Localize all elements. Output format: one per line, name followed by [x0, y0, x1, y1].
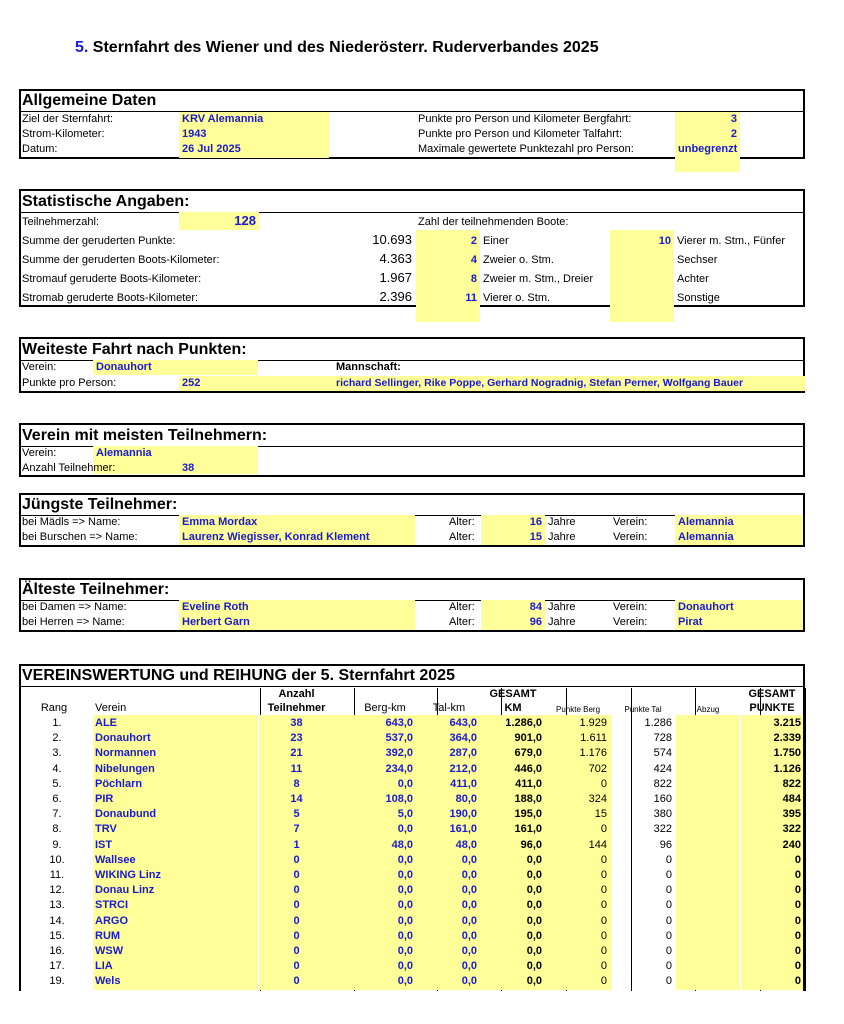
km-value: 1943	[182, 128, 207, 140]
ziel-label: Ziel der Sternfahrt:	[22, 113, 114, 125]
punkte-berg-cell: 1.929	[579, 717, 607, 729]
club-cell: ALE	[95, 717, 117, 729]
club-cell: TRV	[95, 823, 117, 836]
participants-cell: 38	[290, 717, 303, 729]
punkte-berg-cell: 0	[600, 777, 607, 790]
juengste-verein-label: Verein:	[613, 531, 648, 543]
gesamt-punkte-cell: 822	[782, 777, 801, 790]
punkte-berg-cell: 144	[588, 838, 607, 851]
th-anzahl-1: Anzahl	[278, 688, 315, 700]
berg-km-cell: 0,0	[397, 823, 413, 836]
berg-value: 3	[730, 113, 737, 125]
juengste-name: Laurenz Wiegisser, Konrad Klement	[182, 531, 370, 543]
gesamt-punkte-cell: 322	[782, 823, 801, 836]
stat-label: Summe der geruderten Boots-Kilometer:	[22, 254, 220, 266]
gesamt-km-cell: 195,0	[514, 808, 542, 821]
statistik-heading: Statistische Angaben:	[22, 193, 190, 210]
club-cell: WIKING Linz	[95, 869, 161, 881]
participants-cell: 14	[290, 793, 303, 805]
stat-value: 10.693	[372, 232, 412, 247]
participants-cell: 0	[293, 853, 300, 866]
participants-cell: 23	[290, 732, 303, 745]
stat-label: Stromauf geruderte Boots-Kilometer:	[22, 273, 202, 285]
club-cell: Donaubund	[95, 808, 157, 821]
rank-cell: 17.	[49, 960, 65, 973]
punkte-berg-cell: 1.611	[580, 732, 607, 745]
punkte-berg-cell: 0	[600, 960, 607, 973]
boat-type-1: Zweier m. Stm., Dreier	[483, 273, 594, 285]
tal-km-cell: 0,0	[461, 853, 477, 866]
berg-km-cell: 48,0	[391, 838, 413, 851]
meiste-heading: Verein mit meisten Teilnehmern:	[22, 427, 268, 444]
punkte-tal-cell: 1.286	[644, 717, 672, 729]
gesamt-punkte-cell: 395	[782, 808, 801, 821]
berg-km-cell: 537,0	[385, 732, 413, 745]
punkte-berg-cell: 15	[594, 808, 607, 821]
participants-cell: 0	[293, 914, 300, 927]
rank-cell: 5.	[52, 777, 62, 790]
datum-label: Datum:	[22, 143, 58, 155]
punkte-tal-cell: 424	[653, 762, 672, 775]
club-cell: Wels	[95, 975, 121, 988]
berg-km-cell: 0,0	[397, 853, 413, 866]
participants-cell: 0	[293, 899, 300, 912]
tal-km-cell: 161,0	[449, 823, 477, 836]
gesamt-km-cell: 96,0	[520, 838, 542, 851]
tal-km-cell: 48,0	[455, 838, 477, 851]
gesamt-km-cell: 1.286,0	[505, 717, 542, 729]
tal-km-cell: 0,0	[461, 960, 477, 973]
rank-cell: 2.	[52, 732, 62, 745]
punkte-berg-cell: 0	[600, 945, 607, 957]
aelteste-verein: Pirat	[678, 616, 703, 628]
gesamt-km-cell: 0,0	[526, 869, 542, 881]
juengste-verein: Alemannia	[678, 531, 734, 543]
weiteste-punkte-label: Punkte pro Person:	[22, 377, 117, 389]
aelteste-alter: 96	[529, 616, 542, 628]
berg-km-cell: 234,0	[385, 762, 413, 775]
club-cell: Normannen	[95, 747, 157, 760]
rank-cell: 9.	[52, 838, 62, 851]
juengste-verein: Alemannia	[678, 516, 734, 528]
title-text: Sternfahrt des Wiener und des Niederösterr. Ruderverbandes 2025	[92, 39, 599, 56]
th-anzahl-2: Teilnehmer	[267, 702, 326, 714]
punkte-tal-cell: 822	[653, 777, 672, 790]
gesamt-punkte-cell: 0	[794, 960, 801, 973]
participants-cell: 11	[290, 762, 303, 775]
teilnehmer-label: Teilnehmerzahl:	[22, 216, 100, 228]
juengste-alter-label: Alter:	[449, 516, 475, 528]
weiteste-heading: Weiteste Fahrt nach Punkten:	[22, 341, 247, 358]
club-cell: Wallsee	[95, 853, 136, 866]
berg-km-cell: 0,0	[397, 929, 413, 942]
boat-type-2: Sechser	[677, 254, 718, 266]
juengste-alter: 15	[529, 531, 542, 543]
gesamt-punkte-cell: 0	[794, 975, 801, 988]
stat-label: Stromab geruderte Boots-Kilometer:	[22, 292, 199, 304]
page-title	[75, 39, 599, 57]
punkte-tal-cell: 0	[665, 975, 672, 988]
berg-km-cell: 0,0	[397, 869, 413, 881]
aelteste-jahre: Jahre	[548, 601, 576, 613]
meiste-anzahl-value: 38	[182, 462, 195, 474]
punkte-tal-cell: 0	[665, 869, 672, 881]
tal-km-cell: 190,0	[449, 808, 477, 821]
punkte-tal-cell: 0	[665, 929, 672, 942]
berg-km-cell: 643,0	[385, 717, 413, 729]
berg-km-cell: 0,0	[397, 975, 413, 988]
participants-cell: 1	[293, 838, 300, 851]
ziel-value: KRV Alemannia	[182, 113, 264, 125]
th-punkte-tal: Punkte Tal	[624, 705, 662, 714]
tal-km-cell: 643,0	[449, 717, 477, 729]
rank-cell: 10.	[49, 853, 65, 866]
th-gesamt-p-1: GESAMT	[748, 688, 796, 700]
berg-km-cell: 0,0	[397, 899, 413, 912]
gesamt-km-cell: 411,0	[515, 777, 542, 790]
aelteste-heading: Älteste Teilnehmer:	[22, 581, 170, 598]
juengste-name: Emma Mordax	[182, 516, 258, 528]
club-cell: PIR	[95, 793, 114, 805]
gesamt-punkte-cell: 1.126	[773, 762, 801, 775]
berg-label: Punkte pro Person und Kilometer Bergfahrt:	[418, 113, 632, 125]
weiteste-punkte-value: 252	[182, 377, 201, 389]
participants-cell: 0	[293, 945, 300, 957]
juengste-alter: 16	[529, 516, 542, 528]
participants-cell: 7	[293, 823, 300, 836]
tal-km-cell: 411,0	[450, 777, 477, 790]
tal-km-cell: 0,0	[461, 884, 477, 897]
title-number: 5.	[75, 39, 89, 56]
aelteste-verein-label: Verein:	[613, 601, 648, 613]
boat-type-1: Einer	[483, 235, 509, 247]
boat-count-1: 2	[470, 235, 477, 247]
punkte-berg-cell: 0	[600, 869, 607, 881]
berg-km-cell: 0,0	[397, 945, 413, 957]
th-tal: Tal-km	[432, 702, 466, 714]
participants-cell: 5	[293, 808, 300, 821]
stat-value: 2.396	[379, 289, 412, 304]
punkte-tal-cell: 0	[665, 960, 672, 973]
gesamt-km-cell: 446,0	[514, 762, 542, 775]
gesamt-punkte-cell: 0	[794, 884, 801, 897]
club-cell: ARGO	[95, 914, 128, 927]
punkte-berg-cell: 0	[600, 899, 607, 912]
juengste-label: bei Mädls => Name:	[22, 516, 121, 528]
th-punkte-berg: Punkte Berg	[555, 705, 601, 714]
boat-type-1: Zweier o. Stm.	[483, 254, 554, 266]
berg-km-cell: 5,0	[397, 808, 413, 821]
gesamt-km-cell: 0,0	[526, 975, 542, 988]
th-gesamt-km-2: KM	[504, 702, 522, 714]
gesamt-km-cell: 0,0	[526, 853, 542, 866]
gesamt-km-cell: 188,0	[514, 793, 542, 805]
max-value: unbegrenzt	[678, 143, 738, 155]
juengste-heading: Jüngste Teilnehmer:	[22, 496, 178, 513]
boat-count-1: 4	[470, 254, 477, 266]
rank-cell: 12.	[49, 884, 65, 897]
tal-km-cell: 0,0	[461, 899, 477, 912]
berg-km-cell: 0,0	[397, 884, 413, 897]
boote-label: Zahl der teilnehmenden Boote:	[418, 216, 569, 228]
gesamt-punkte-cell: 0	[794, 945, 801, 957]
aelteste-alter-label: Alter:	[449, 601, 475, 613]
meiste-anzahl-label: Anzahl Teilnehmer:	[22, 462, 116, 474]
participants-cell: 0	[293, 869, 300, 881]
allgemein-heading: Allgemeine Daten	[22, 92, 157, 109]
club-cell: Donauhort	[95, 732, 151, 745]
aelteste-verein: Donauhort	[678, 601, 734, 613]
gesamt-km-cell: 679,0	[514, 747, 542, 760]
boat-count-1: 11	[465, 292, 477, 304]
punkte-berg-cell: 324	[588, 793, 607, 805]
rank-cell: 1.	[52, 717, 62, 729]
gesamt-punkte-cell: 0	[794, 853, 801, 866]
th-abzug: Abzug	[696, 705, 720, 714]
participants-cell: 0	[293, 975, 300, 988]
aelteste-alter: 84	[529, 601, 542, 613]
punkte-tal-cell: 0	[665, 945, 672, 957]
punkte-berg-cell: 0	[600, 853, 607, 866]
punkte-tal-cell: 0	[665, 853, 672, 866]
punkte-tal-cell: 728	[653, 732, 672, 745]
tal-km-cell: 0,0	[461, 869, 477, 881]
participants-cell: 0	[293, 960, 300, 973]
aelteste-jahre: Jahre	[548, 616, 576, 628]
boat-type-2: Sonstige	[677, 292, 720, 304]
rank-cell: 11.	[49, 869, 65, 881]
boat-count-1: 8	[470, 273, 477, 285]
tal-km-cell: 80,0	[455, 793, 477, 805]
punkte-berg-cell: 702	[588, 762, 607, 775]
mannschaft-label: Mannschaft:	[336, 361, 401, 373]
wertung-heading: VEREINSWERTUNG und REIHUNG der 5. Sternfahrt 2025	[22, 667, 455, 684]
th-gesamt-km-1: GESAMT	[489, 688, 537, 700]
max-label: Maximale gewertete Punktezahl pro Person:	[418, 143, 634, 155]
weiteste-verein-value: Donauhort	[96, 361, 152, 373]
mannschaft-value: richard Sellinger, Rike Poppe, Gerhard Nogradnig, Stefan Perner, Wolfgang Bauer	[336, 377, 744, 389]
th-gesamt-p-2: PUNKTE	[749, 702, 795, 714]
participants-cell: 21	[290, 747, 303, 760]
rank-cell: 7.	[52, 808, 62, 821]
club-cell: STRCI	[95, 899, 128, 912]
punkte-tal-cell: 0	[665, 914, 672, 927]
km-label: Strom-Kilometer:	[22, 128, 105, 140]
club-cell: Donau Linz	[95, 884, 155, 897]
tal-label: Punkte pro Person und Kilometer Talfahrt:	[418, 128, 623, 140]
th-verein: Verein	[95, 702, 127, 714]
tal-km-cell: 0,0	[461, 914, 477, 927]
gesamt-km-cell: 0,0	[526, 914, 542, 927]
gesamt-km-cell: 161,0	[514, 823, 542, 836]
berg-km-cell: 0,0	[397, 960, 413, 973]
berg-km-cell: 392,0	[385, 747, 413, 760]
club-cell: LIA	[95, 960, 113, 973]
tal-km-cell: 0,0	[461, 975, 477, 988]
punkte-tal-cell: 96	[659, 838, 672, 851]
tal-km-cell: 212,0	[449, 762, 477, 775]
aelteste-verein-label: Verein:	[613, 616, 648, 628]
berg-km-cell: 0,0	[397, 914, 413, 927]
juengste-alter-label: Alter:	[449, 531, 475, 543]
club-cell: RUM	[95, 929, 121, 942]
gesamt-punkte-cell: 0	[794, 929, 801, 942]
club-cell: WSW	[95, 945, 124, 957]
juengste-verein-label: Verein:	[613, 516, 648, 528]
punkte-berg-cell: 0	[600, 914, 607, 927]
participants-cell: 8	[293, 777, 300, 790]
gesamt-punkte-cell: 1.750	[773, 747, 801, 760]
berg-km-cell: 0,0	[397, 777, 413, 790]
stat-value: 4.363	[379, 251, 412, 266]
stat-label: Summe der geruderten Punkte:	[22, 235, 176, 247]
rank-cell: 13.	[49, 899, 65, 912]
weiteste-verein-label: Verein:	[22, 361, 57, 373]
aelteste-label: bei Herren => Name:	[22, 616, 125, 628]
punkte-tal-cell: 574	[653, 747, 672, 760]
gesamt-km-cell: 0,0	[526, 945, 542, 957]
gesamt-punkte-cell: 0	[794, 914, 801, 927]
participants-cell: 0	[293, 929, 300, 942]
boat-count-2: 10	[658, 235, 671, 247]
boat-type-2: Achter	[677, 273, 709, 285]
gesamt-punkte-cell: 2.339	[773, 732, 801, 745]
gesamt-punkte-cell: 240	[782, 838, 801, 851]
tal-km-cell: 0,0	[461, 929, 477, 942]
participants-cell: 0	[293, 884, 300, 897]
punkte-tal-cell: 160	[653, 793, 672, 805]
club-cell: Pöchlarn	[95, 777, 143, 790]
punkte-berg-cell: 0	[600, 884, 607, 897]
boat-type-2: Vierer m. Stm., Fünfer	[677, 235, 785, 247]
gesamt-km-cell: 0,0	[526, 960, 542, 973]
gesamt-km-cell: 0,0	[526, 929, 542, 942]
gesamt-km-cell: 0,0	[526, 884, 542, 897]
gesamt-punkte-cell: 3.215	[773, 717, 801, 729]
meiste-verein-label: Verein:	[22, 447, 57, 459]
club-cell: IST	[95, 838, 113, 851]
punkte-berg-cell: 0	[600, 975, 607, 988]
gesamt-punkte-cell: 484	[782, 793, 801, 805]
rank-cell: 8.	[52, 823, 62, 836]
rank-cell: 15.	[49, 929, 65, 942]
th-rang: Rang	[40, 702, 68, 714]
punkte-berg-cell: 0	[600, 929, 607, 942]
boat-type-1: Vierer o. Stm.	[483, 292, 551, 304]
meiste-verein-value: Alemannia	[96, 447, 152, 459]
juengste-label: bei Burschen => Name:	[22, 531, 138, 543]
gesamt-km-cell: 901,0	[514, 732, 542, 745]
teilnehmer-value: 128	[234, 213, 256, 228]
tal-km-cell: 364,0	[449, 732, 477, 745]
juengste-jahre: Jahre	[548, 531, 576, 543]
gesamt-punkte-cell: 0	[794, 869, 801, 881]
stat-value: 1.967	[379, 270, 412, 285]
th-berg: Berg-km	[364, 702, 406, 714]
punkte-berg-cell: 0	[600, 823, 607, 836]
berg-km-cell: 108,0	[385, 793, 413, 805]
tal-km-cell: 0,0	[461, 945, 477, 957]
rank-cell: 19.	[49, 975, 65, 988]
club-cell: Nibelungen	[95, 762, 155, 775]
rank-cell: 3.	[52, 747, 62, 760]
datum-value: 26 Jul 2025	[182, 143, 241, 155]
punkte-tal-cell: 0	[665, 899, 672, 912]
gesamt-punkte-cell: 0	[794, 899, 801, 912]
gesamt-km-cell: 0,0	[526, 899, 542, 912]
aelteste-name: Herbert Garn	[182, 616, 250, 628]
tal-km-cell: 287,0	[449, 747, 477, 760]
rank-cell: 4.	[52, 762, 62, 775]
aelteste-alter-label: Alter:	[449, 616, 475, 628]
rank-cell: 16.	[49, 945, 65, 957]
punkte-tal-cell: 380	[653, 808, 672, 821]
juengste-jahre: Jahre	[548, 516, 576, 528]
punkte-berg-cell: 1.176	[579, 747, 607, 760]
aelteste-name: Eveline Roth	[182, 601, 249, 613]
rank-cell: 6.	[52, 793, 62, 805]
rank-cell: 14.	[49, 914, 65, 927]
aelteste-label: bei Damen => Name:	[22, 601, 127, 613]
tal-value: 2	[730, 128, 737, 140]
punkte-tal-cell: 322	[653, 823, 672, 836]
punkte-tal-cell: 0	[665, 884, 672, 897]
